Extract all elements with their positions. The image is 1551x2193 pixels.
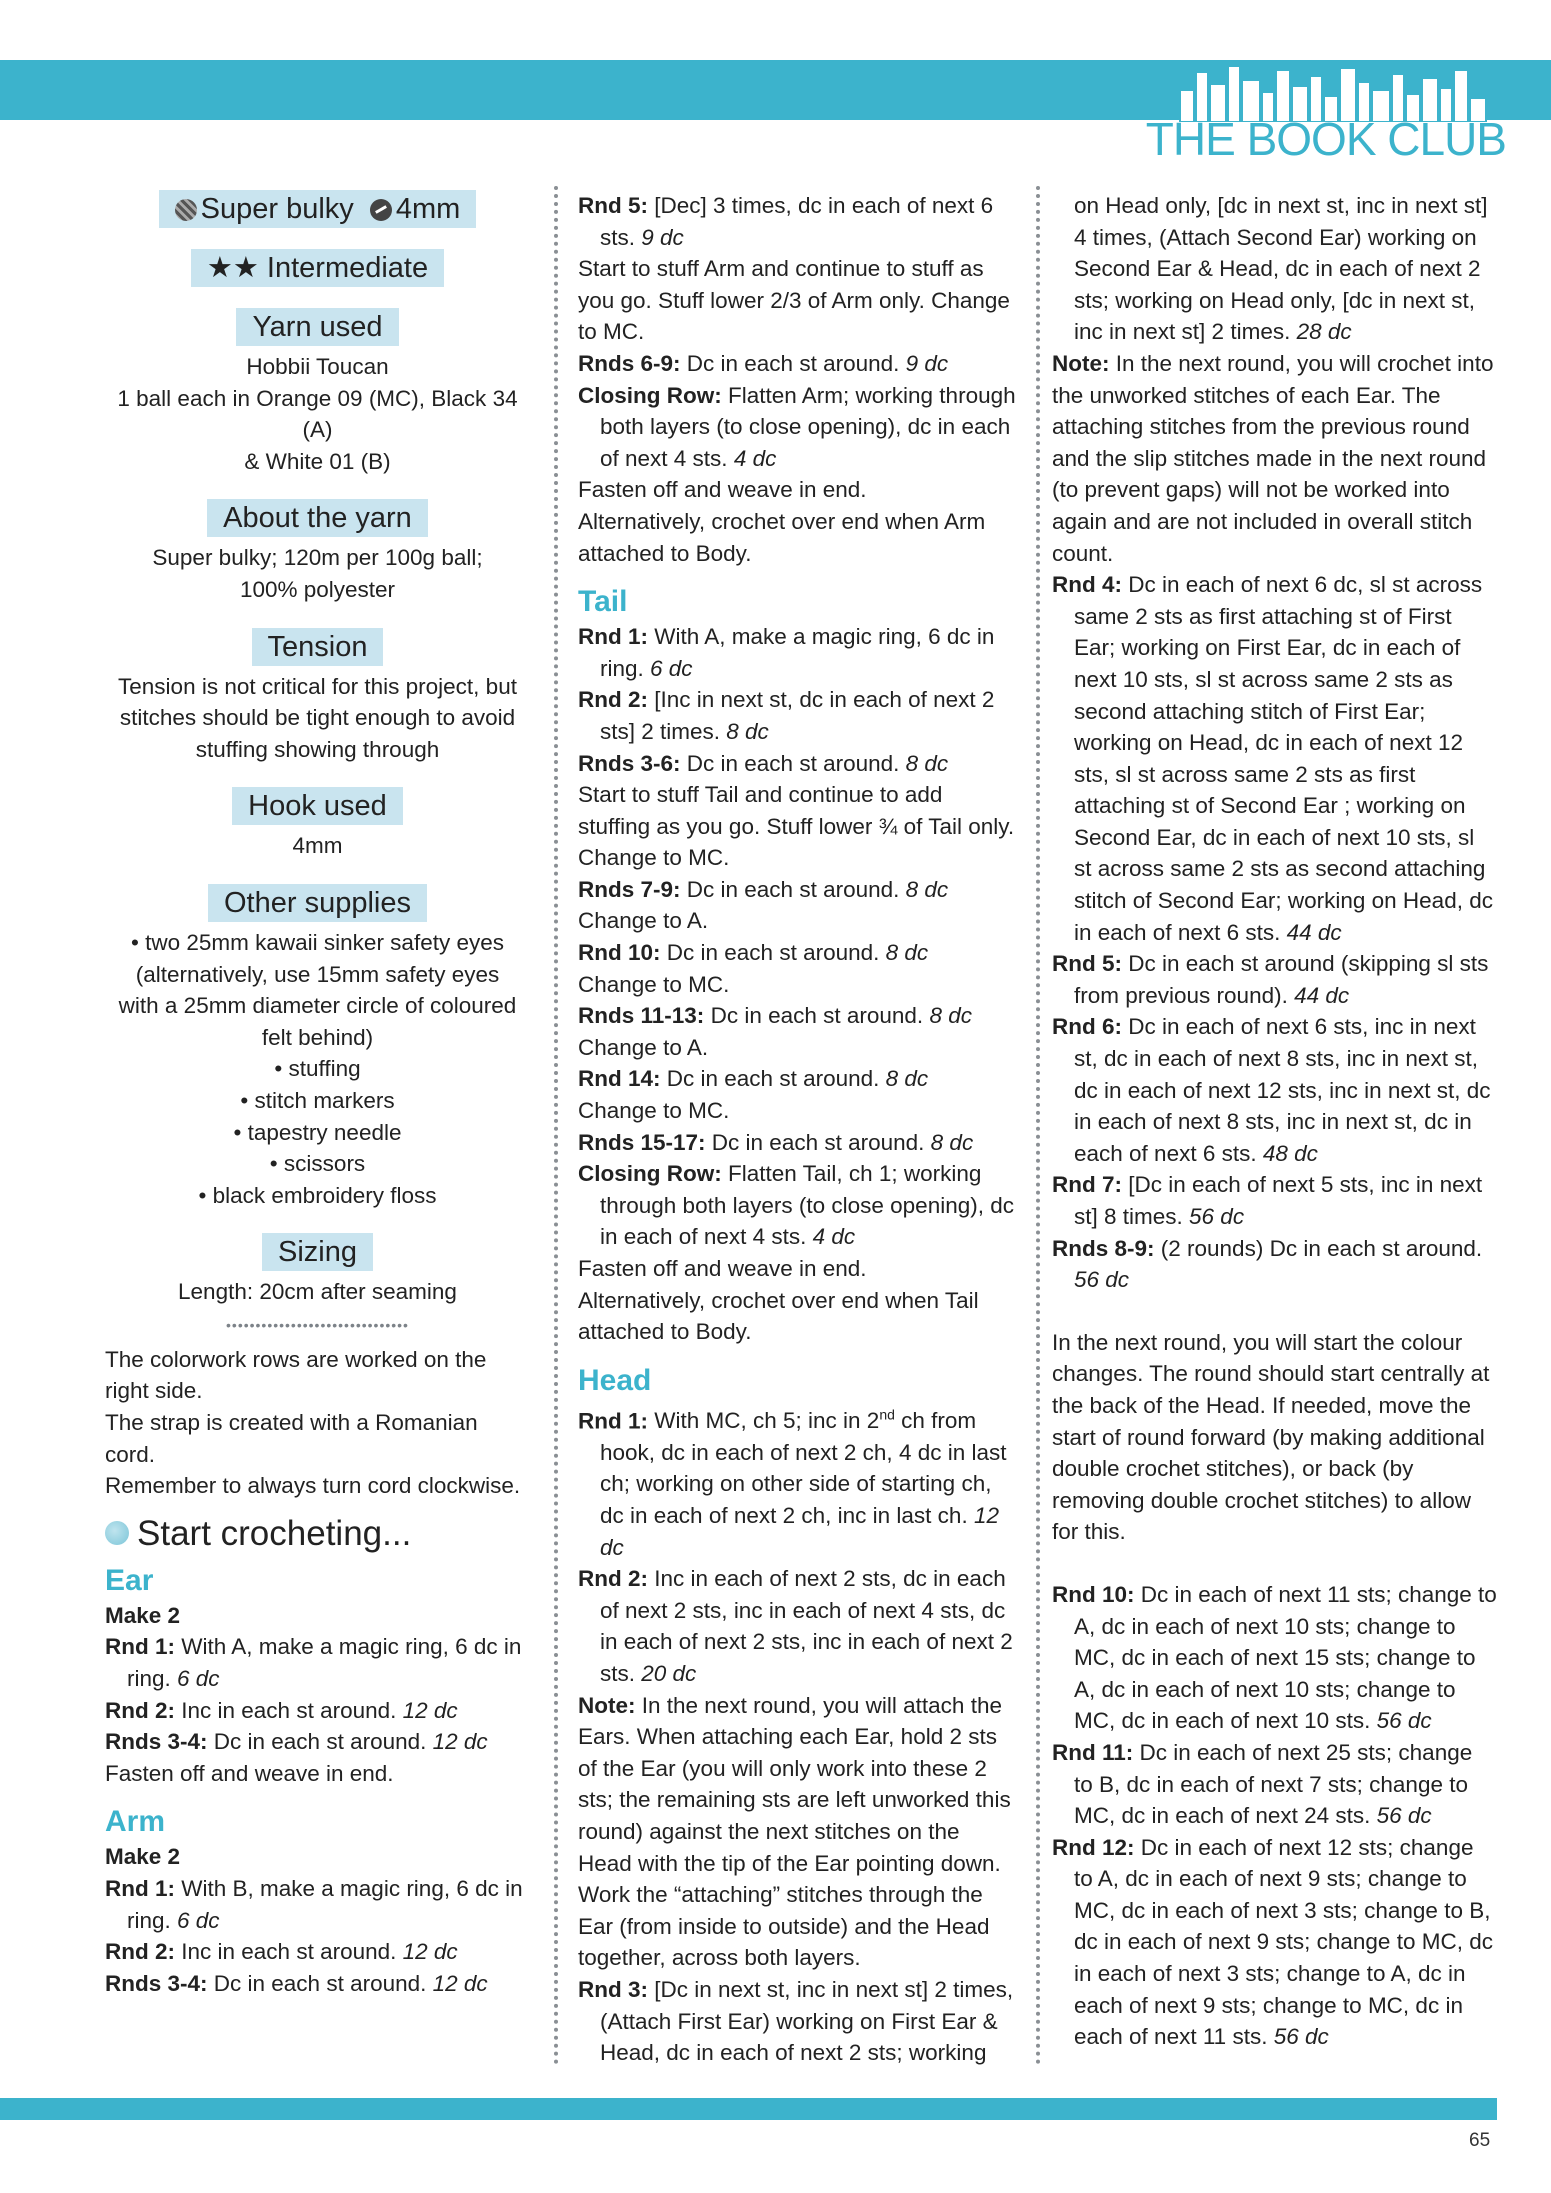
row-label: Rnd 10: <box>1052 1581 1135 1607</box>
stitch-count: 56 dc <box>1376 1803 1432 1829</box>
stitch-count: 48 dc <box>1262 1140 1318 1166</box>
yarn-used-line: & White 01 (B) <box>244 448 391 474</box>
tension-line: stuffing showing through <box>195 736 440 762</box>
row-label: Rnd 2: <box>105 1939 175 1965</box>
pattern-row <box>578 874 1018 906</box>
pattern-text: Fasten off and weave in end. <box>578 477 867 503</box>
stitch-count: 8 dc <box>726 718 769 744</box>
row-label: Rnd 5: <box>1052 951 1122 977</box>
pattern-row <box>578 190 1018 253</box>
footer-bar <box>0 2098 1497 2120</box>
dotted-separator: ••••••••••••••••••••••••••••••• <box>226 1316 409 1333</box>
row-instruction: Dc in each of next 12 sts; change to A, dc in each of next 9 sts; change to MC, dc in each of next 3 sts; change to B, dc in each of next 9 sts; change to MC, dc in each of next 3 sts; change to A, dc in each of next 9 sts; change to MC, dc in each of next 11 sts. <box>1074 1834 1493 2050</box>
row-instruction: Dc in each st around. <box>680 750 906 776</box>
stitch-count: 9 dc <box>641 224 684 250</box>
section-subtitle: Make 2 <box>105 1844 181 1870</box>
section-title: Head <box>578 1363 652 1397</box>
skill-section <box>105 249 530 292</box>
row-instruction: Dc in each st around. <box>207 1970 433 1996</box>
pattern-row <box>578 1000 1018 1032</box>
row-instruction: Dc in each st around. <box>660 940 886 966</box>
row-instruction: Dc in each st around. <box>680 350 906 376</box>
row-label: Rnds 8-9: <box>1052 1235 1155 1261</box>
skill-level-badge: ★★ Intermediate <box>191 249 444 287</box>
hook-used-heading: Hook used <box>232 787 403 825</box>
pattern-row <box>578 1563 1018 1689</box>
note-line: right side. <box>105 1378 203 1404</box>
pattern-row <box>578 1400 1018 1563</box>
start-crocheting-text: Start crocheting... <box>137 1513 412 1553</box>
row-instruction: Dc in each of next 11 sts; change to A, dc in each of next 10 sts; change to MC, dc in each of next 15 sts; change to A, dc in each of next 10 sts; change to MC, dc in each of next 10 sts. <box>1074 1581 1497 1734</box>
section-title: Ear <box>105 1563 154 1597</box>
stitch-count: 6 dc <box>177 1907 220 1933</box>
stitch-count: 8 dc <box>929 1003 972 1029</box>
column-3 <box>1052 190 1497 2053</box>
row-instruction: Inc in each st around. <box>175 1697 403 1723</box>
row-label: Rnds 3-6: <box>578 750 681 776</box>
row-label: Rnds 3-4: <box>105 1729 208 1755</box>
pattern-row <box>1052 1832 1497 2053</box>
supply-item: • scissors <box>269 1151 366 1177</box>
row-label: Rnd 2: <box>578 1566 648 1592</box>
pattern-row <box>105 1936 530 1968</box>
stitch-count: 8 dc <box>885 1066 929 1092</box>
section-title: Tail <box>578 585 628 619</box>
about-yarn-heading: About the yarn <box>207 499 428 537</box>
stitch-count: 12 dc <box>432 1729 488 1755</box>
pattern-text: Change to A. <box>578 1034 709 1060</box>
stitch-count: 44 dc <box>1286 919 1342 945</box>
row-instruction: Dc in each st around. <box>207 1729 433 1755</box>
row-instruction: With B, make a magic ring, 6 dc in ring. <box>127 1876 523 1933</box>
other-supplies-heading: Other supplies <box>208 884 427 922</box>
pattern-row <box>578 748 1018 780</box>
tension-line: stitches should be tight enough to avoid <box>119 705 516 731</box>
row-instruction: on Head only, [dc in next st, inc in next st] 4 times, (Attach Second Ear) working on Second Ear & Head, dc in each of next 2 sts; working on Head only, [dc in next st, inc in next st] 2 times. <box>1074 193 1488 345</box>
column-2 <box>578 190 1018 2069</box>
tension-text <box>105 671 530 766</box>
stitch-count: 20 dc <box>641 1661 697 1687</box>
row-label: Rnd 4: <box>1052 572 1122 598</box>
row-label: Rnd 1: <box>578 624 648 650</box>
column-1-instructions <box>105 1562 530 2000</box>
stitch-count: 9 dc <box>905 350 949 376</box>
supply-item: felt behind) <box>261 1024 374 1050</box>
row-label: Rnd 7: <box>1052 1172 1122 1198</box>
hook-used-section <box>105 787 530 862</box>
row-label: Rnd 12: <box>1052 1834 1135 1860</box>
pattern-text: In the next round, you will start the colour changes. The round should start centrally at the back of the Head. If needed, move the start of round forward (by making additional double crochet stitches), or back (by removing double crochet stitches) to allow for this. <box>1052 1329 1490 1545</box>
pattern-row <box>578 348 1018 380</box>
stitch-count: 12 dc <box>402 1939 458 1965</box>
note-label: Note: <box>578 1692 636 1718</box>
stitch-count: 12 dc <box>432 1970 488 1996</box>
pattern-text: Change to MC. <box>578 1098 730 1124</box>
yarn-used-text <box>105 351 530 477</box>
hook-size: 4mm <box>395 193 461 225</box>
sizing-section <box>105 1233 530 1308</box>
stitch-count: 8 dc <box>885 940 929 966</box>
supply-item: • stuffing <box>274 1056 361 1082</box>
row-label: Rnd 10: <box>578 940 661 966</box>
row-label: Rnd 1: <box>105 1876 175 1901</box>
column-divider <box>554 186 558 2066</box>
pattern-row <box>578 621 1018 684</box>
pattern-row <box>1052 948 1497 1011</box>
pattern-text: Change to MC. <box>578 971 730 997</box>
stitch-count: 56 dc <box>1074 1267 1130 1293</box>
row-instruction: Flatten Tail, ch 1; working through both layers (to close opening), dc in each of next 4 sts. <box>600 1161 1014 1250</box>
start-crocheting-heading <box>105 1512 530 1556</box>
row-instruction: [Dc in next st, inc in next st] 2 times, (Attach First Ear) working on First Ear & Head, dc in each of next 2 sts; working <box>600 1976 1014 2066</box>
yarn-used-heading: Yarn used <box>236 308 398 346</box>
row-instruction: With A, make a magic ring, 6 dc in ring. <box>600 624 995 681</box>
pattern-row <box>105 1726 530 1758</box>
sizing-text <box>105 1276 530 1308</box>
pattern-text: Fasten off and weave in end. <box>105 1760 394 1786</box>
pattern-row <box>578 1127 1018 1159</box>
column-1 <box>105 190 530 1999</box>
page-number: 65 <box>1469 2130 1491 2151</box>
row-label: Rnd 2: <box>578 687 648 713</box>
row-instruction: Dc in each of next 25 sts; change to B, dc in each of next 7 sts; change to MC, dc in each of next 24 sts. <box>1074 1739 1473 1829</box>
stitch-count: 4 dc <box>812 1224 856 1250</box>
supply-item: with a 25mm diameter circle of coloured <box>118 993 517 1019</box>
row-label: Rnd 5: <box>578 193 648 218</box>
row-label: Closing Row: <box>578 1161 722 1187</box>
section-subtitle: Make 2 <box>105 1602 181 1628</box>
pattern-row <box>105 1873 530 1936</box>
row-label: Rnd 14: <box>578 1066 661 1092</box>
stitch-count: 12 dc <box>600 1503 999 1560</box>
other-supplies-section <box>105 884 530 1211</box>
pattern-row <box>578 1063 1018 1095</box>
pattern-row <box>578 937 1018 969</box>
note-line: The colorwork rows are worked on the <box>105 1346 487 1372</box>
pattern-row <box>1052 1579 1497 1737</box>
row-instruction: With A, make a magic ring, 6 dc in ring. <box>127 1634 522 1692</box>
column-divider <box>1036 186 1040 2066</box>
row-label: Rnd 1: <box>578 1408 648 1434</box>
sizing-line: Length: 20cm after seaming <box>178 1279 457 1305</box>
pattern-row <box>105 1968 530 2000</box>
row-label: Rnds 6-9: <box>578 350 681 376</box>
row-label: Rnds 7-9: <box>578 876 681 902</box>
yarn-weight-badge <box>159 190 477 228</box>
yarn-used-line: Hobbii Toucan <box>246 354 389 379</box>
pattern-row <box>1052 1169 1497 1232</box>
stitch-count: 6 dc <box>650 655 693 681</box>
pattern-text: Change to A. <box>578 908 709 934</box>
stitch-count: 56 dc <box>1376 1708 1432 1734</box>
yarn-used-section <box>105 308 530 477</box>
stitch-count: 4 dc <box>733 445 777 471</box>
stitch-count: 12 dc <box>402 1697 458 1723</box>
note-line: Remember to always turn cord clockwise. <box>105 1473 521 1499</box>
row-instruction: Dc in each st around. <box>704 1003 930 1029</box>
row-instruction: Dc in each of next 6 dc, sl st across same 2 sts as first attaching st of First Ear; working on First Ear, dc in each of next 10 sts, sl st across same 2 sts as second attaching stitch of First Ear; working on Head, dc in each of next 12 sts, sl st across same 2 sts as first attaching st of Second Ear ; working on Second Ear, dc in each of next 10 sts, sl st across same 2 sts as second attaching stitch of Second Ear; working on Head, dc in each of next 6 sts. <box>1074 572 1493 945</box>
yarn-used-line: 1 ball each in Orange 09 (MC), Black 34 (A) <box>117 385 518 443</box>
note-text: In the next round, you will crochet into the unworked stitches of each Ear. The attaching stitches from the previous round and the slip stitches made in the next round (to prevent gaps) will not be worked into again and are not included in overall stitch count. <box>1052 350 1494 566</box>
pattern-note <box>578 1690 1018 1974</box>
pattern-notes <box>105 1344 530 1502</box>
logo-text: THE BOOK CLUB <box>1145 113 1506 165</box>
pattern-text: Fasten off and weave in end. <box>578 1256 867 1281</box>
row-label: Rnds 3-4: <box>105 1970 208 1996</box>
yarn-weight-section <box>105 190 530 233</box>
supply-item: • stitch markers <box>240 1087 395 1113</box>
stitch-count: 56 dc <box>1189 1204 1245 1229</box>
stitch-count: 56 dc <box>1273 2024 1329 2050</box>
supply-item: (alternatively, use 15mm safety eyes <box>135 961 500 987</box>
pattern-text: Start to stuff Tail and continue to add stuffing as you go. Stuff lower ¾ of Tail only. Change to MC. <box>578 782 1015 871</box>
row-instruction: Dc in each st around. <box>660 1066 886 1092</box>
pattern-row <box>1052 1011 1497 1169</box>
pattern-row <box>578 1158 1018 1253</box>
pattern-row <box>1052 1737 1497 1832</box>
about-yarn-section <box>105 499 530 605</box>
row-instruction: Dc in each st around (skipping sl sts from previous round). <box>1074 951 1489 1008</box>
stitch-count: 8 dc <box>905 750 949 776</box>
row-instruction: Inc in each of next 2 sts, dc in each of next 2 sts, inc in each of next 4 sts, dc in each of next 2 sts, inc in each of next 2 sts. <box>600 1566 1013 1687</box>
pattern-row <box>1052 569 1497 948</box>
row-label: Rnd 11: <box>1052 1739 1134 1765</box>
row-label: Closing Row: <box>578 382 722 408</box>
note-label: Note: <box>1052 350 1110 376</box>
pattern-row <box>578 380 1018 475</box>
about-yarn-line: 100% polyester <box>239 576 396 602</box>
about-yarn-line: Super bulky; 120m per 100g ball; <box>152 545 483 571</box>
stitch-count: 6 dc <box>177 1666 220 1692</box>
row-label: Rnd 2: <box>105 1697 175 1723</box>
row-instruction: Dc in each st around. <box>680 876 906 902</box>
hook-used-line: 4mm <box>292 833 343 859</box>
pattern-row <box>105 1631 530 1694</box>
row-instruction: [Inc in next st, dc in each of next 2 sts] 2 times. <box>600 687 995 744</box>
tension-heading: Tension <box>252 628 384 666</box>
crochet-hook-icon <box>370 199 392 221</box>
stitch-count: 44 dc <box>1294 982 1350 1008</box>
pattern-row-continued <box>1052 190 1497 348</box>
tension-line: Tension is not critical for this project, but <box>118 673 517 699</box>
book-club-logo <box>1145 62 1510 165</box>
yarn-ball-icon <box>175 199 197 221</box>
yarn-weight: Super bulky <box>200 193 354 225</box>
stitch-count: 28 dc <box>1296 319 1352 345</box>
row-instruction: Flatten Arm; working through both layers (to close opening), dc in each of next 4 sts. <box>600 382 1016 471</box>
note-line: The strap is created with a Romanian cord. <box>105 1410 478 1467</box>
row-label: Rnd 1: <box>105 1634 175 1660</box>
supply-item: • two 25mm kawaii sinker safety eyes <box>130 929 504 955</box>
yarn-ball-icon <box>105 1521 129 1545</box>
sizing-heading: Sizing <box>262 1233 373 1271</box>
pattern-row <box>1052 1233 1497 1296</box>
section-title: Arm <box>105 1805 166 1839</box>
row-instruction: (2 rounds) Dc in each st around. <box>1154 1235 1483 1261</box>
about-yarn-text <box>105 542 530 605</box>
row-label: Rnd 6: <box>1052 1014 1122 1040</box>
pattern-text: Alternatively, crochet over end when Arm attached to Body. <box>578 508 986 566</box>
row-label: Rnds 11-13: <box>578 1003 705 1029</box>
row-label: Rnds 15-17: <box>578 1129 706 1155</box>
pattern-row <box>105 1695 530 1727</box>
pattern-text: Start to stuff Arm and continue to stuff as you go. Stuff lower 2/3 of Arm only. Change to MC. <box>578 256 1010 345</box>
pattern-note <box>1052 348 1497 569</box>
row-label: Rnd 3: <box>578 1976 648 2002</box>
stitch-count: 8 dc <box>905 876 949 902</box>
row-instruction: Inc in each st around. <box>175 1939 403 1965</box>
supply-item: • tapestry needle <box>233 1119 402 1145</box>
hook-used-text <box>105 830 530 862</box>
row-instruction: With MC, ch 5; inc in 2nd ch from hook, dc in each of next 2 ch, 4 dc in last ch; working on other side of starting ch, dc in each of next 2 ch, inc in last ch. <box>600 1406 1007 1529</box>
row-instruction: [Dec] 3 times, dc in each of next 6 sts. <box>600 193 994 250</box>
row-instruction: Dc in each st around. <box>705 1129 931 1155</box>
note-text: In the next round, you will attach the Ears. When attaching each Ear, hold 2 sts of the Ear (you will only work into these 2 sts; the remaining sts are left unworked this round) against the next stitches on the Head with the tip of the Ear pointing down. Work the “attaching” stitches through the Ear (from inside to outside) and the Head together, across both layers. <box>578 1692 1011 1971</box>
pattern-row <box>578 684 1018 747</box>
supply-item: • black embroidery floss <box>198 1182 437 1208</box>
row-instruction: Dc in each of next 6 sts, inc in next st, dc in each of next 8 sts, inc in next st, dc in each of next 12 sts, inc in next st, dc in each of next 8 sts, inc in next st, dc in each of next 6 sts. <box>1074 1014 1491 1166</box>
pattern-row <box>578 1974 1018 2069</box>
other-supplies-list <box>105 927 530 1211</box>
pattern-text: Alternatively, crochet over end when Tail attached to Body. <box>578 1287 979 1345</box>
tension-section <box>105 628 530 766</box>
stitch-count: 8 dc <box>930 1129 974 1155</box>
row-instruction: [Dc in each of next 5 sts, inc in next st] 8 times. <box>1074 1172 1483 1229</box>
